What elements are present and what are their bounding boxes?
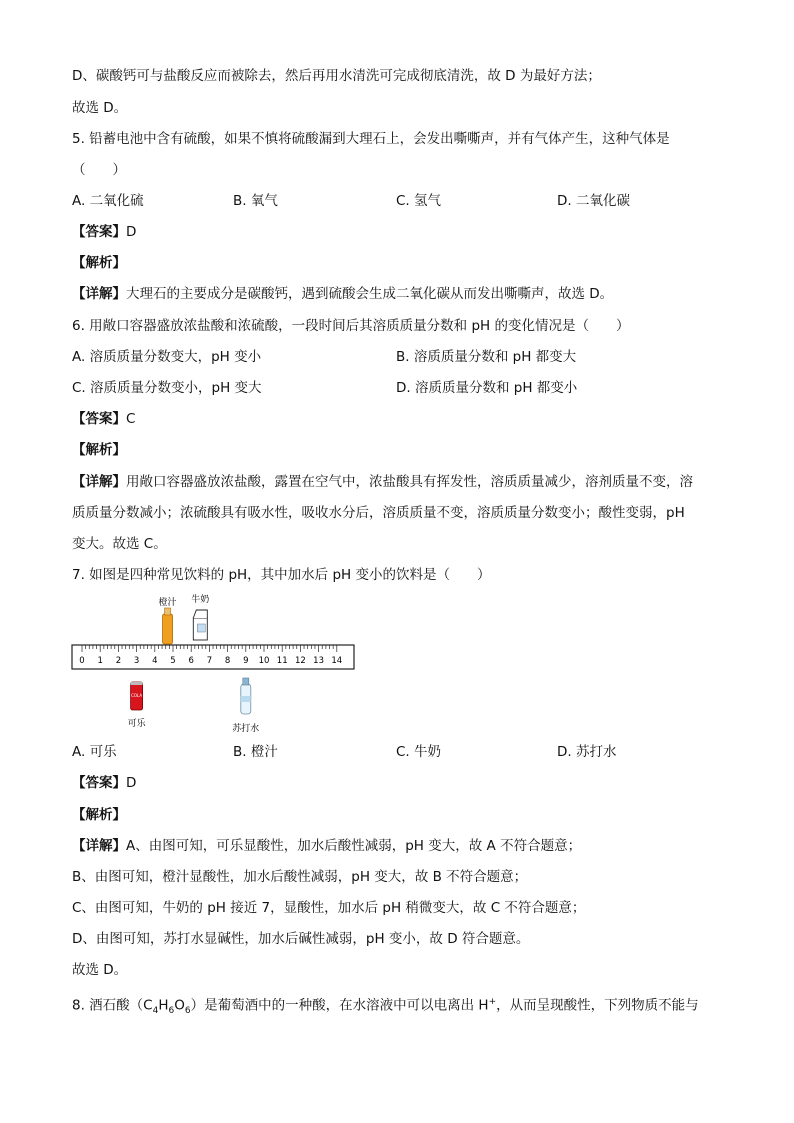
milk-label: 牛奶 (191, 595, 210, 605)
cola-can-icon (131, 682, 143, 710)
detail-label: 【详解】 (72, 286, 126, 302)
q7-detail-line2: B、由图可知，橙汁显酸性，加水后酸性减弱，pH 变大，故 B 不符合题意； (72, 869, 528, 885)
ruler-tick-labels (79, 656, 342, 666)
ruler-tick-label: 7 (206, 656, 213, 666)
ruler-tick-label: 6 (188, 656, 194, 666)
formula-h-sub: 6 (168, 1006, 175, 1017)
q7-option-c: C. 牛奶 (396, 744, 442, 760)
q6-detail-line3: 变大。故选 C。 (72, 536, 167, 552)
detail-text: 大理石的主要成分是碳酸钙，遇到硫酸会生成二氧化碳从而发出嘶嘶声，故选 D。 (126, 286, 614, 302)
q6-option-c: C. 溶质质量分数变小，pH 变大 (72, 380, 262, 396)
detail-label: 【详解】 (72, 474, 126, 490)
cola-can-text: COLA (131, 693, 143, 698)
soda-water-bottle-icon (241, 678, 251, 714)
q7-stem: 7. 如图是四种常见饮料的 pH，其中加水后 pH 变小的饮料是（ ） (72, 567, 491, 583)
q6-analysis-label: 【解析】 (72, 442, 126, 458)
q6-stem: 6. 用敞口容器盛放浓盐酸和浓硫酸，一段时间后其溶质质量分数和 pH 的变化情况是（ ） (72, 318, 630, 334)
detail-text: 用敞口容器盛放浓盐酸，露置在空气中，浓盐酸具有挥发性，溶质质量减少，溶剂质量不变，溶 (126, 474, 693, 490)
formula-c: C (143, 997, 153, 1014)
q7-detail-line4: D、由图可知，苏打水显碱性，加水后碱性减弱，pH 变小，故 D 符合题意。 (72, 931, 530, 947)
answer-value: D (126, 775, 137, 791)
ruler-tick-label: 0 (79, 656, 85, 666)
q5-analysis-label: 【解析】 (72, 255, 126, 271)
ruler-tick-label: 12 (294, 656, 306, 666)
formula-o: O (174, 997, 185, 1014)
q5-option-d: D. 二氧化碳 (557, 193, 630, 209)
q5-option-a: A. 二氧化硫 (72, 193, 144, 209)
ruler-tick-label: 8 (224, 656, 231, 666)
q5-answer (72, 222, 136, 242)
q5-option-b: B. 氧气 (233, 193, 278, 209)
q7-answer (72, 773, 136, 793)
detail-text: A、由图可知，可乐显酸性，加水后酸性减弱，pH 变大，故 A 不符合题意； (126, 838, 582, 854)
q7-detail-line3: C、由图可知，牛奶的 pH 接近 7，显酸性，加水后 pH 稍微变大，故 C 不符合题意； (72, 900, 586, 916)
orange-juice-bottle-icon (163, 608, 173, 644)
ruler-tick-label: 11 (276, 656, 288, 666)
q8-stem (72, 992, 699, 1021)
q8-stem-tail: ，从而呈现酸性，下列物质不能与 (496, 997, 699, 1014)
q7-option-a: A. 可乐 (72, 744, 117, 760)
q8-number: 8. 酒石酸（ (72, 997, 144, 1014)
answer-value: D (126, 224, 137, 240)
q6-option-d: D. 溶质质量分数和 pH 都变小 (396, 380, 578, 396)
q5-option-c: C. 氢气 (396, 193, 442, 209)
soda-water-label: 苏打水 (232, 724, 260, 734)
ruler-tick-label: 2 (115, 656, 122, 666)
orange-juice-label: 橙汁 (158, 598, 177, 608)
ruler-tick-label: 10 (258, 656, 270, 666)
q5-stem: 5. 铅蓄电池中含有硫酸，如果不慎将硫酸漏到大理石上，会发出嘶嘶声，并有气体产生，这种气体是 (72, 131, 670, 147)
q7-detail-line1 (72, 836, 581, 856)
q6-option-a: A. 溶质质量分数变大，pH 变小 (72, 349, 262, 365)
formula-o-sub: 6 (184, 1006, 191, 1017)
ruler-tick-label: 5 (170, 656, 176, 666)
cola-label: 可乐 (127, 719, 146, 729)
ruler-tick-label: 13 (313, 656, 325, 666)
formula-h: H (158, 997, 169, 1014)
q5-detail (72, 284, 613, 304)
ph-figure (70, 592, 370, 742)
q4-conclusion: 故选 D。 (72, 100, 128, 116)
q7-option-d: D. 苏打水 (557, 744, 617, 760)
q7-analysis-label: 【解析】 (72, 807, 126, 823)
ruler-tick-label: 4 (152, 656, 158, 666)
ph-scale-diagram (70, 592, 370, 742)
q6-detail-line1 (72, 472, 693, 492)
q6-detail-line2: 质质量分数减小；浓硫酸具有吸水性，吸收水分后，溶质质量不变，溶质质量分数变小；酸性变弱，pH (72, 505, 685, 521)
answer-label: 【答案】 (72, 411, 126, 427)
q8-stem-mid: ）是葡萄酒中的一种酸，在水溶液中可以电离出 H (190, 997, 489, 1014)
q6-answer (72, 409, 135, 429)
q7-option-b: B. 橙汁 (233, 744, 278, 760)
ruler-tick-label: 3 (133, 656, 140, 666)
answer-label: 【答案】 (72, 775, 126, 791)
ruler-tick-label: 14 (331, 656, 343, 666)
q5-stem-bracket: （ ） (72, 162, 126, 178)
ruler-tick-label: 9 (243, 656, 249, 666)
milk-carton-icon (193, 610, 207, 640)
q6-option-b: B. 溶质质量分数和 pH 都变大 (396, 349, 577, 365)
answer-label: 【答案】 (72, 224, 126, 240)
detail-label: 【详解】 (72, 838, 126, 854)
formula-c-sub: 4 (152, 1006, 159, 1017)
q7-conclusion: 故选 D。 (72, 962, 128, 978)
answer-value: C (126, 411, 136, 427)
ruler-tick-label: 1 (97, 656, 103, 666)
hydrogen-ion-charge: + (488, 997, 497, 1007)
q4-option-d-explanation: D、碳酸钙可与盐酸反应而被除去，然后再用水清洗可完成彻底清洗，故 D 为最好方法； (72, 68, 601, 84)
